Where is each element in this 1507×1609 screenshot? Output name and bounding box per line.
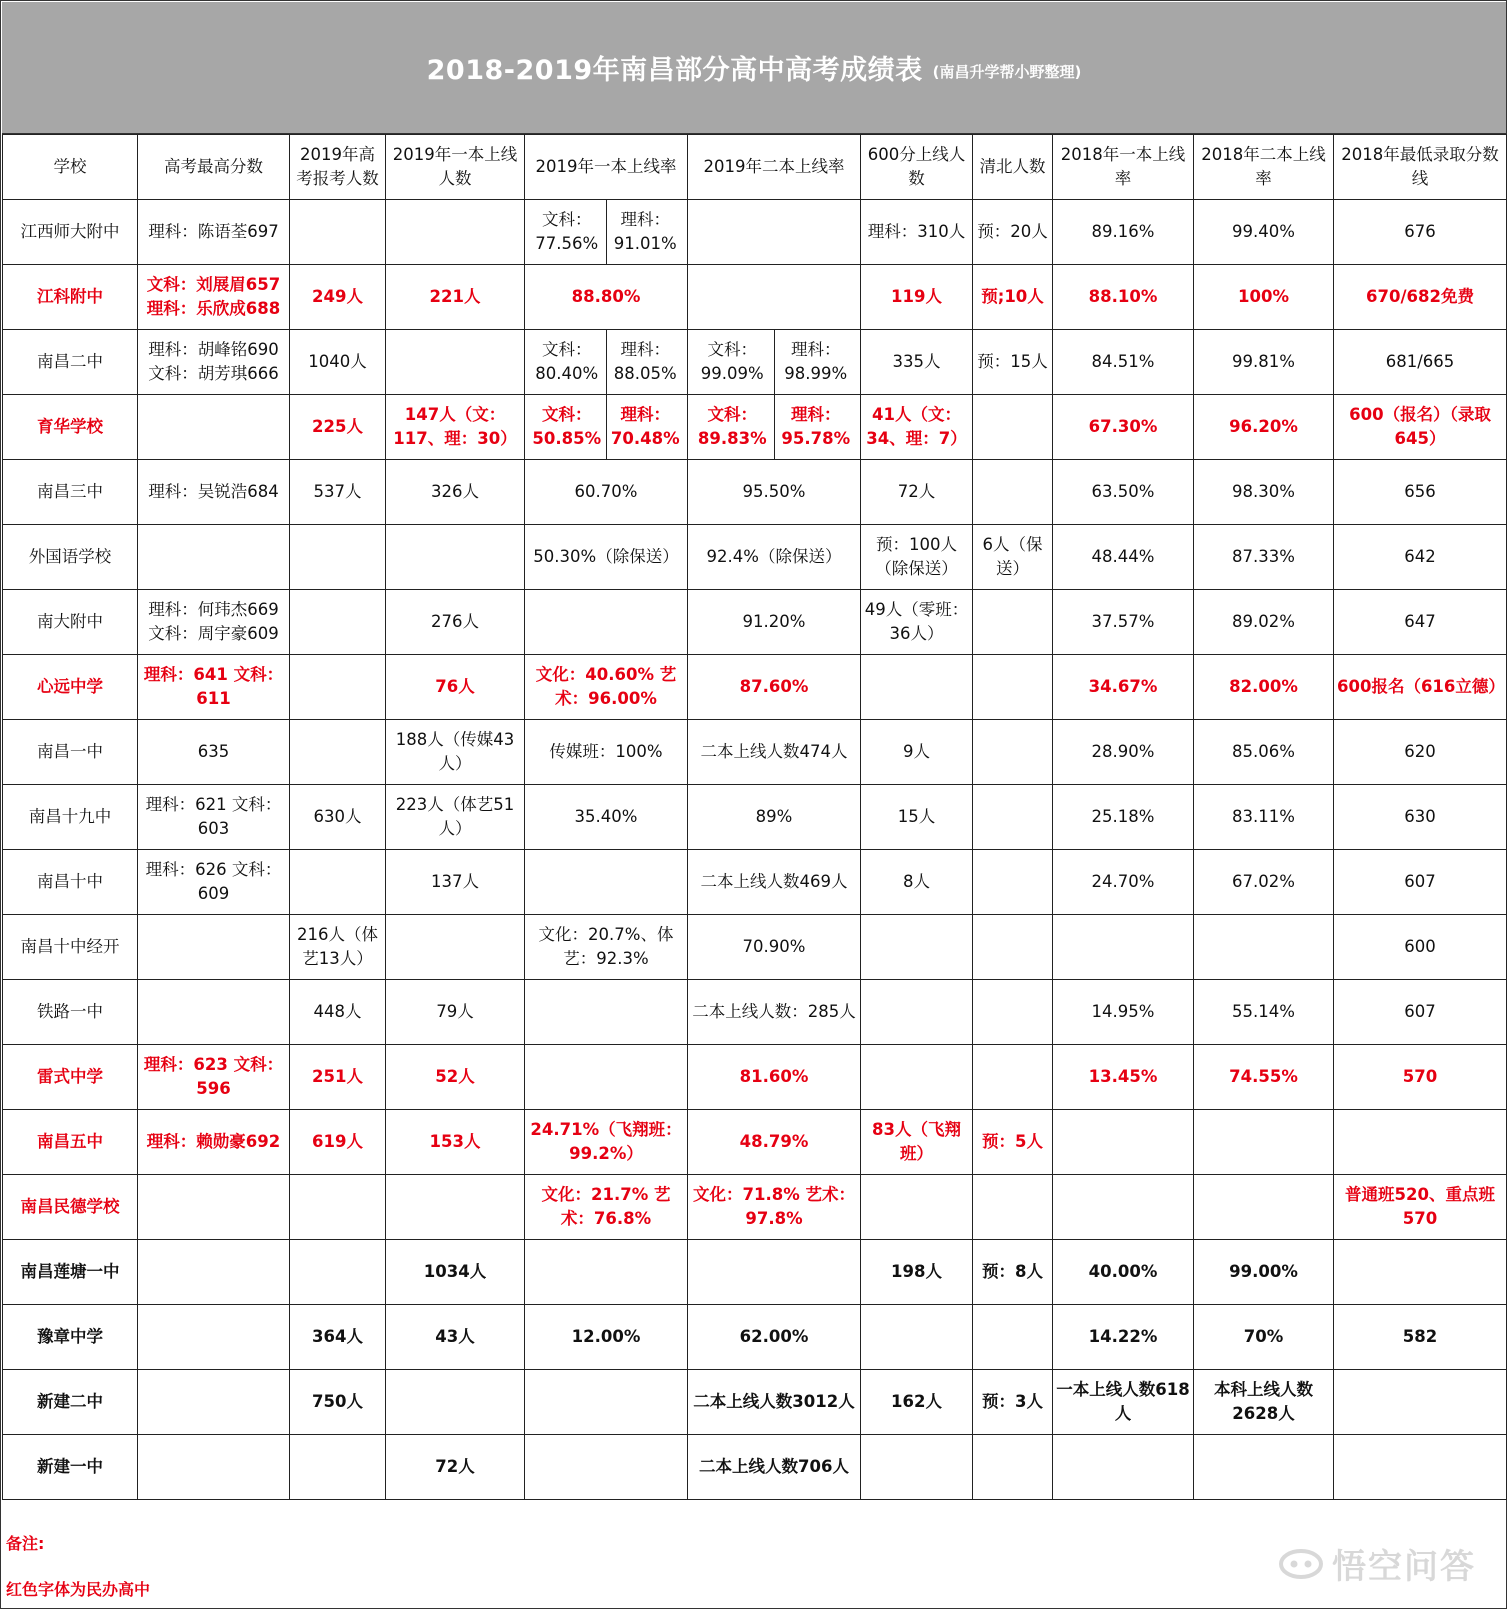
cell-school: 新建一中 — [3, 1435, 138, 1500]
cell-over600: 335人 — [861, 330, 973, 395]
cell-qingbei — [973, 785, 1053, 850]
cell-over600 — [861, 980, 973, 1045]
cell-top: 理科：胡峰铭690 文科：胡芳琪666 — [138, 330, 290, 395]
cell-tier2-rate: 91.20% — [688, 590, 861, 655]
cell-tier1-count — [386, 1175, 525, 1240]
cell-over600 — [861, 1045, 973, 1110]
split-cell: 文科：99.09% — [700, 340, 764, 383]
cell-tier1-rate — [525, 1240, 688, 1305]
cell-t2-2018 — [1194, 915, 1334, 980]
table-row — [3, 1110, 1507, 1175]
table-row — [3, 850, 1507, 915]
cell-over600 — [861, 1175, 973, 1240]
cell-tier1-count: 326人 — [386, 460, 525, 525]
cell-t1-2018: 67.30% — [1053, 395, 1194, 460]
column-header: 高考最高分数 — [138, 135, 290, 200]
cell-school: 育华学校 — [3, 395, 138, 460]
cell-top — [138, 1370, 290, 1435]
cell-top — [138, 1175, 290, 1240]
watermark — [1278, 1539, 1476, 1588]
cell-school: 南昌十中 — [3, 850, 138, 915]
cell-over600: 预：100人（除保送） — [861, 525, 973, 590]
table-row — [3, 655, 1507, 720]
cell-top — [138, 525, 290, 590]
cell-tier1-count — [386, 915, 525, 980]
cell-t2-2018: 本科上线人数2628人 — [1194, 1370, 1334, 1435]
cell-t2-2018: 55.14% — [1194, 980, 1334, 1045]
table-row — [3, 525, 1507, 590]
cell-min-2018: 620 — [1334, 720, 1507, 785]
cell-school: 豫章中学 — [3, 1305, 138, 1370]
cell-qingbei: 预：15人 — [973, 330, 1053, 395]
cell-min-2018: 570 — [1334, 1045, 1507, 1110]
cell-min-2018: 600报名（616立德） — [1334, 655, 1507, 720]
cell-applicants: 225人 — [290, 395, 386, 460]
cell-tier1-count — [386, 1370, 525, 1435]
cell-applicants — [290, 200, 386, 265]
cell-applicants: 750人 — [290, 1370, 386, 1435]
page-subtitle: (南昌升学帮小野整理) — [932, 63, 1082, 81]
split-cell: 文科：50.85% — [532, 405, 602, 448]
cell-qingbei — [973, 460, 1053, 525]
column-header: 2019年二本上线率 — [688, 135, 861, 200]
cell-tier1-count — [386, 330, 525, 395]
table-row — [3, 1305, 1507, 1370]
cell-over600 — [861, 1435, 973, 1500]
cell-tier1-rate — [525, 980, 688, 1045]
cell-t1-2018: 84.51% — [1053, 330, 1194, 395]
cell-t2-2018 — [1194, 1110, 1334, 1175]
cell-min-2018: 607 — [1334, 980, 1507, 1045]
cell-t2-2018: 82.00% — [1194, 655, 1334, 720]
cell-t1-2018 — [1053, 1110, 1194, 1175]
cell-applicants: 216人（体艺13人） — [290, 915, 386, 980]
split-cell: 理科：95.78% — [774, 395, 858, 459]
cell-qingbei — [973, 915, 1053, 980]
cell-tier2-rate: 二本上线人数706人 — [688, 1435, 861, 1500]
cell-qingbei: 预：8人 — [973, 1240, 1053, 1305]
cell-t2-2018: 99.40% — [1194, 200, 1334, 265]
cell-t1-2018: 一本上线人数618人 — [1053, 1370, 1194, 1435]
table-row — [3, 1045, 1507, 1110]
cell-t1-2018: 40.00% — [1053, 1240, 1194, 1305]
cell-qingbei: 6人（保送） — [973, 525, 1053, 590]
cell-tier2-rate: 二本上线人数469人 — [688, 850, 861, 915]
table-row — [3, 200, 1507, 265]
cell-tier1-rate: 文化：20.7%、体艺：92.3% — [525, 915, 688, 980]
cell-t1-2018: 37.57% — [1053, 590, 1194, 655]
cell-qingbei — [973, 655, 1053, 720]
cell-t1-2018: 14.22% — [1053, 1305, 1194, 1370]
cell-t2-2018 — [1194, 1175, 1334, 1240]
cell-t2-2018 — [1194, 1435, 1334, 1500]
cell-tier1-rate — [525, 1435, 688, 1500]
cell-t2-2018: 99.00% — [1194, 1240, 1334, 1305]
cell-min-2018 — [1334, 1240, 1507, 1305]
page-title: 2018-2019年南昌部分高中高考成绩表 — [426, 55, 923, 86]
cell-t1-2018: 34.67% — [1053, 655, 1194, 720]
cell-min-2018: 681/665 — [1334, 330, 1507, 395]
cell-school: 南昌五中 — [3, 1110, 138, 1175]
cell-min-2018: 630 — [1334, 785, 1507, 850]
cell-tier2-rate: 95.50% — [688, 460, 861, 525]
cell-applicants: 448人 — [290, 980, 386, 1045]
split-cell: 理科：70.48% — [606, 395, 685, 459]
table-row — [3, 590, 1507, 655]
cell-t1-2018: 13.45% — [1053, 1045, 1194, 1110]
table-row — [3, 395, 1507, 460]
cell-t2-2018: 89.02% — [1194, 590, 1334, 655]
cell-tier2-rate: 87.60% — [688, 655, 861, 720]
wukong-logo-icon — [1278, 1547, 1324, 1581]
cell-top: 文科：刘展眉657 理科：乐欣成688 — [138, 265, 290, 330]
cell-applicants — [290, 850, 386, 915]
cell-top: 理科：641 文科：611 — [138, 655, 290, 720]
cell-tier2-rate — [688, 200, 861, 265]
column-header: 2019年一本上线人数 — [386, 135, 525, 200]
table-row — [3, 460, 1507, 525]
cell-tier1-rate: 35.40% — [525, 785, 688, 850]
cell-t2-2018: 74.55% — [1194, 1045, 1334, 1110]
cell-tier1-count: 147人（文：117、理：30） — [386, 395, 525, 460]
cell-min-2018: 607 — [1334, 850, 1507, 915]
split-cell: 理科：91.01% — [606, 200, 685, 264]
cell-applicants — [290, 1175, 386, 1240]
cell-tier1-rate — [525, 200, 688, 265]
cell-school: 新建二中 — [3, 1370, 138, 1435]
cell-min-2018 — [1334, 1370, 1507, 1435]
cell-tier1-count: 76人 — [386, 655, 525, 720]
cell-top — [138, 980, 290, 1045]
cell-t1-2018 — [1053, 915, 1194, 980]
cell-tier1-count: 221人 — [386, 265, 525, 330]
column-header: 2018年最低录取分数线 — [1334, 135, 1507, 200]
cell-t1-2018: 25.18% — [1053, 785, 1194, 850]
cell-over600: 49人（零班：36人） — [861, 590, 973, 655]
cell-tier1-rate: 24.71%（飞翔班：99.2%） — [525, 1110, 688, 1175]
cell-tier2-rate: 文化：71.8% 艺术：97.8% — [688, 1175, 861, 1240]
cell-tier1-count — [386, 525, 525, 590]
table-row — [3, 1240, 1507, 1305]
cell-t1-2018: 48.44% — [1053, 525, 1194, 590]
cell-tier2-rate: 92.4%（除保送） — [688, 525, 861, 590]
notes-text: 红色字体为民办高中 — [6, 1580, 151, 1599]
table-row — [3, 785, 1507, 850]
watermark-text: 悟空问答 — [1332, 1547, 1476, 1587]
cell-over600 — [861, 915, 973, 980]
cell-t2-2018: 67.02% — [1194, 850, 1334, 915]
cell-t2-2018: 99.81% — [1194, 330, 1334, 395]
cell-over600: 9人 — [861, 720, 973, 785]
cell-over600: 119人 — [861, 265, 973, 330]
cell-over600: 72人 — [861, 460, 973, 525]
cell-tier2-rate — [688, 1240, 861, 1305]
cell-t1-2018: 24.70% — [1053, 850, 1194, 915]
cell-tier2-rate — [688, 330, 861, 395]
cell-tier2-rate — [688, 265, 861, 330]
cell-t1-2018 — [1053, 1175, 1194, 1240]
cell-applicants — [290, 655, 386, 720]
cell-t2-2018: 98.30% — [1194, 460, 1334, 525]
cell-tier1-rate: 50.30%（除保送） — [525, 525, 688, 590]
cell-over600 — [861, 1305, 973, 1370]
cell-tier1-rate: 文化：40.60% 艺术：96.00% — [525, 655, 688, 720]
cell-over600: 162人 — [861, 1370, 973, 1435]
table-row — [3, 1435, 1507, 1500]
scores-table — [2, 134, 1507, 1500]
cell-school: 外国语学校 — [3, 525, 138, 590]
cell-top: 理科：623 文科：596 — [138, 1045, 290, 1110]
cell-tier2-rate — [688, 395, 861, 460]
cell-applicants — [290, 590, 386, 655]
cell-applicants: 1040人 — [290, 330, 386, 395]
cell-tier2-rate: 62.00% — [688, 1305, 861, 1370]
cell-t2-2018: 96.20% — [1194, 395, 1334, 460]
cell-top: 理科：何玮杰669 文科：周宇豪609 — [138, 590, 290, 655]
cell-tier1-rate — [525, 850, 688, 915]
cell-tier2-rate: 81.60% — [688, 1045, 861, 1110]
cell-qingbei — [973, 395, 1053, 460]
cell-tier1-count: 137人 — [386, 850, 525, 915]
cell-t1-2018: 88.10% — [1053, 265, 1194, 330]
cell-tier1-count: 52人 — [386, 1045, 525, 1110]
cell-top — [138, 395, 290, 460]
cell-qingbei: 预;10人 — [973, 265, 1053, 330]
cell-tier1-count: 1034人 — [386, 1240, 525, 1305]
cell-over600: 41人（文：34、理：7） — [861, 395, 973, 460]
cell-applicants: 619人 — [290, 1110, 386, 1175]
cell-min-2018: 647 — [1334, 590, 1507, 655]
cell-school: 南昌民德学校 — [3, 1175, 138, 1240]
table-row — [3, 330, 1507, 395]
cell-tier2-rate: 48.79% — [688, 1110, 861, 1175]
cell-qingbei — [973, 1045, 1053, 1110]
cell-t2-2018: 70% — [1194, 1305, 1334, 1370]
cell-tier1-rate — [525, 590, 688, 655]
header-row — [3, 135, 1507, 200]
cell-qingbei: 预：3人 — [973, 1370, 1053, 1435]
cell-tier1-count: 223人（体艺51人） — [386, 785, 525, 850]
cell-tier1-count: 276人 — [386, 590, 525, 655]
cell-tier1-count: 188人（传媒43人） — [386, 720, 525, 785]
column-header: 清北人数 — [973, 135, 1053, 200]
cell-applicants — [290, 525, 386, 590]
cell-tier2-rate: 70.90% — [688, 915, 861, 980]
cell-over600: 理科：310人 — [861, 200, 973, 265]
column-header: 2018年一本上线率 — [1053, 135, 1194, 200]
cell-school: 南昌二中 — [3, 330, 138, 395]
table-row — [3, 915, 1507, 980]
cell-applicants — [290, 720, 386, 785]
cell-tier1-rate: 传媒班：100% — [525, 720, 688, 785]
cell-t2-2018: 100% — [1194, 265, 1334, 330]
cell-school: 江科附中 — [3, 265, 138, 330]
cell-min-2018: 670/682免费 — [1334, 265, 1507, 330]
cell-applicants: 251人 — [290, 1045, 386, 1110]
table-row — [3, 1370, 1507, 1435]
table-row — [3, 980, 1507, 1045]
cell-t1-2018 — [1053, 1435, 1194, 1500]
cell-t1-2018: 63.50% — [1053, 460, 1194, 525]
cell-tier1-count: 43人 — [386, 1305, 525, 1370]
cell-school: 铁路一中 — [3, 980, 138, 1045]
cell-top: 理科：621 文科：603 — [138, 785, 290, 850]
table-row — [3, 720, 1507, 785]
cell-t2-2018: 85.06% — [1194, 720, 1334, 785]
cell-qingbei — [973, 1175, 1053, 1240]
column-header: 2019年一本上线率 — [525, 135, 688, 200]
column-header: 2019年高考报考人数 — [290, 135, 386, 200]
cell-applicants — [290, 1240, 386, 1305]
cell-tier1-rate — [525, 330, 688, 395]
cell-min-2018: 656 — [1334, 460, 1507, 525]
cell-min-2018 — [1334, 1110, 1507, 1175]
split-cell: 文科：89.83% — [697, 405, 767, 448]
cell-min-2018: 600 — [1334, 915, 1507, 980]
cell-tier1-count: 79人 — [386, 980, 525, 1045]
cell-school: 南大附中 — [3, 590, 138, 655]
cell-min-2018: 642 — [1334, 525, 1507, 590]
cell-over600: 15人 — [861, 785, 973, 850]
cell-top: 635 — [138, 720, 290, 785]
split-cell: 理科：88.05% — [606, 330, 685, 394]
cell-school: 南昌一中 — [3, 720, 138, 785]
cell-top — [138, 1435, 290, 1500]
cell-tier1-count: 153人 — [386, 1110, 525, 1175]
cell-top — [138, 915, 290, 980]
cell-applicants — [290, 1435, 386, 1500]
cell-tier1-rate: 12.00% — [525, 1305, 688, 1370]
cell-over600: 198人 — [861, 1240, 973, 1305]
table-row — [3, 1175, 1507, 1240]
cell-applicants: 364人 — [290, 1305, 386, 1370]
cell-min-2018: 600（报名）（录取645） — [1334, 395, 1507, 460]
cell-min-2018: 普通班520、重点班570 — [1334, 1175, 1507, 1240]
cell-min-2018 — [1334, 1435, 1507, 1500]
cell-top: 理科：陈语荃697 — [138, 200, 290, 265]
cell-tier1-rate — [525, 1045, 688, 1110]
cell-tier1-rate — [525, 1370, 688, 1435]
cell-school: 江西师大附中 — [3, 200, 138, 265]
cell-applicants: 537人 — [290, 460, 386, 525]
cell-school: 南昌十九中 — [3, 785, 138, 850]
cell-top: 理科：赖勋豪692 — [138, 1110, 290, 1175]
cell-t1-2018: 28.90% — [1053, 720, 1194, 785]
cell-tier1-rate — [525, 395, 688, 460]
cell-qingbei — [973, 1435, 1053, 1500]
cell-tier1-rate: 60.70% — [525, 460, 688, 525]
cell-t1-2018: 89.16% — [1053, 200, 1194, 265]
cell-over600 — [861, 655, 973, 720]
cell-tier2-rate: 89% — [688, 785, 861, 850]
cell-min-2018: 582 — [1334, 1305, 1507, 1370]
cell-qingbei — [973, 720, 1053, 785]
cell-t1-2018: 14.95% — [1053, 980, 1194, 1045]
cell-tier2-rate: 二本上线人数474人 — [688, 720, 861, 785]
cell-over600: 8人 — [861, 850, 973, 915]
cell-qingbei — [973, 1305, 1053, 1370]
table-body — [3, 135, 1507, 1500]
split-cell: 理科：98.99% — [774, 330, 858, 394]
split-cell: 文科：80.40% — [535, 340, 599, 383]
column-header: 600分上线人数 — [861, 135, 973, 200]
cell-min-2018: 676 — [1334, 200, 1507, 265]
cell-over600: 83人（飞翔班） — [861, 1110, 973, 1175]
column-header: 学校 — [3, 135, 138, 200]
cell-tier1-rate: 文化：21.7% 艺术：76.8% — [525, 1175, 688, 1240]
cell-qingbei: 预：20人 — [973, 200, 1053, 265]
cell-top — [138, 1240, 290, 1305]
cell-school: 南昌三中 — [3, 460, 138, 525]
cell-qingbei: 预：5人 — [973, 1110, 1053, 1175]
cell-school: 心远中学 — [3, 655, 138, 720]
notes-label: 备注: — [6, 1534, 45, 1553]
cell-tier2-rate: 二本上线人数3012人 — [688, 1370, 861, 1435]
cell-t2-2018: 83.11% — [1194, 785, 1334, 850]
split-cell: 文科：77.56% — [535, 210, 599, 253]
cell-tier1-count: 72人 — [386, 1435, 525, 1500]
cell-qingbei — [973, 980, 1053, 1045]
cell-qingbei — [973, 590, 1053, 655]
cell-top: 理科：626 文科：609 — [138, 850, 290, 915]
cell-t2-2018: 87.33% — [1194, 525, 1334, 590]
cell-school: 南昌莲塘一中 — [3, 1240, 138, 1305]
cell-tier2-rate: 二本上线人数：285人 — [688, 980, 861, 1045]
table-row — [3, 265, 1507, 330]
cell-applicants: 630人 — [290, 785, 386, 850]
cell-top — [138, 1305, 290, 1370]
cell-school: 雷式中学 — [3, 1045, 138, 1110]
cell-tier1-count — [386, 200, 525, 265]
cell-qingbei — [973, 850, 1053, 915]
cell-tier1-rate: 88.80% — [525, 265, 688, 330]
column-header: 2018年二本上线率 — [1194, 135, 1334, 200]
cell-applicants: 249人 — [290, 265, 386, 330]
cell-top: 理科：吴锐浩684 — [138, 460, 290, 525]
cell-school: 南昌十中经开 — [3, 915, 138, 980]
title-bar — [2, 2, 1506, 134]
